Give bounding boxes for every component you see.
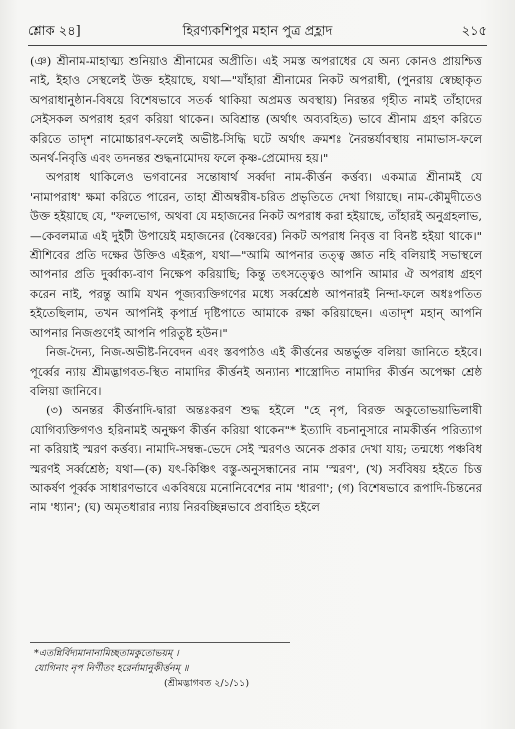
footnote-reference: (শ্রীমদ্ভাগবত ২/১/১১) xyxy=(164,678,250,689)
verse-label: শ্লোক ২৪] xyxy=(28,24,81,39)
page-number: ২১৫ xyxy=(461,24,487,39)
footnote-verse-line-2: যোগিনাং নৃপ নির্ণীতং হরের্নামানুকীর্ত্তনম্ ॥ xyxy=(34,663,189,674)
paragraph-kirtan-includes: নিজ-দৈন্য, নিজ-অভীষ্ট-নিবেদন এবং স্তবপাঠও এই কীর্ত্তনের অন্তর্ভুক্ত বলিয়া জানিতে হইবে। পূর্ব্বের ন্যায় শ্রীমদ্ভাগবত-স্থিত নামাদির কীর্ত্তনই অন্যান্য শাস্ত্রোদিত নামাদির কীর্ত্তন অপেক্ষা শ্রেষ্ঠ বলিয়া জানিবে। xyxy=(30,345,482,398)
header-divider xyxy=(28,45,487,46)
footnote-verse-line-1: *এতন্নির্বিদ্যমানানামিচ্ছতামকুতোভয়ম্ । xyxy=(34,648,179,659)
running-header xyxy=(28,22,487,46)
main-text xyxy=(30,52,482,518)
paragraph-smarana: (৩) অনন্তর কীর্ত্তনাদি-দ্বারা অন্তঃকরণ শুদ্ধ হইলে "হে নৃপ, বিরক্ত অকুতোভয়াভিলাষী যোগিব্যক্তিগণও হরিনামই অনুক্ষণ কীর্ত্তন করিয়া থাকেন"* ইত্যাদি বচনানুসারে নামকীর্ত্তন পরিত্যাগ না করিয়াই স্মরণ কর্ত্তব্য। নামাদি-সম্বন্ধ-ভেদে সেই স্মরণও অনেক প্রকার দেখা যায়; তন্মধ্যে পঞ্চবিধ স্মরণই সর্ব্বশ্রেষ্ঠ; যথা—(ক) যৎ-কিঞ্চিৎ বস্তু-অনুসন্ধানের নাম 'স্মরণ', (খ) সর্ববিষয় হইতে চিত্ত আকর্ষণ পূর্ব্বক সাধারণভাবে একবিষয়ে মনোনিবেশের নাম 'ধারণা'; (গ) বিশেষভাবে রূপাদি-চিন্তনের নাম 'ধ্যান'; (ঘ) অমৃতধারার ন্যায় নিরবচ্ছিন্নভাবে প্রবাহিত হইলে xyxy=(30,403,482,515)
paragraph-kirtan-duty: অপরাধ থাকিলেও ভগবানের সন্তোষার্থ সর্ব্বদা নাম-কীর্ত্তন কর্ত্তব্য। একমাত্র শ্রীনামই যে 'নামাপরাধ' ক্ষমা করিতে পারেন, তাহা শ্রীঅম্বরীষ-চরিত প্রভৃতিতে দেখা গিয়াছে। নাম-কৌমুদীতেও উক্ত হইয়াছে যে, "ফলভোগ, অথবা যে মহাজনের নিকট অপরাধ করা হইয়াছে, তাঁহারই অনুগ্রহলাভ,—কেবলমাত্র এই দুইটী উপায়েই মহাজনের (বৈষ্ণবের) নিকট অপরাধ নিবৃত্ত বা বিনষ্ট হইয়া থাকে।" শ্রীশিবের প্রতি দক্ষের উক্তিও এইরূপ, যথা—"আমি আপনার তত্ত্ব জ্ঞাত নহি বলিয়াই সভাস্থলে আপনার প্রতি দুর্ব্বাক্য-বাণ নিক্ষেপ করিয়াছি; কিন্তু তৎসত্ত্বেও আপনি আমার ঐ অপরাধ গ্রহণ করেন নাই, পরন্তু আমি যখন পূজ্যব্যক্তিগণের মধ্যে সর্ব্বশ্রেষ্ঠ আপনারই নিন্দা-ফলে অধঃপতিত হইতেছিলাম, তখন আপনিই কৃপার্দ্র দৃষ্টিপাতে আমাকে রক্ষা করিয়াছেন। এতাদৃশ মহান্ আপনি আপনার নিজগুণেই আপনি পরিতুষ্ট হউন।" xyxy=(30,170,483,340)
footnote xyxy=(34,646,474,691)
paragraph-offense-j: (ঞ) শ্রীনাম-মাহাত্ম্য শুনিয়াও শ্রীনামের অপ্রীতি। এই সমস্ত অপরাধের যে অন্য কোনও প্রায়শ্চিত্ত নাই, ইহাও সেস্থলেই উক্ত হইয়াছে, যথা—"যাঁহারা শ্রীনামের নিকট অপরাধী, (পুনরায় স্বেচ্ছাকৃত অপরাধানুষ্ঠান-বিষয়ে বিশেষভাবে সতর্ক থাকিয়া অপ্রমত্ত অবস্থায়) নিরন্তর গৃহীত নামই তাঁহাদের সেইসকল অপরাধ হরণ করিয়া থাকেন। অবিশ্রান্ত (অর্থাৎ অব্যবহিত) ভাবে শ্রীনাম গ্রহণ করিতে করিতে তাদৃশ নামোচ্চারণ-ফলেই অভীষ্ট-সিদ্ধি ঘটে অর্থাৎ ক্রমশঃ নৈরন্তর্যাবস্থায় নামাভাস-ফলে অনর্থ-নিবৃত্তি এবং তদনন্তর শুদ্ধনামোদয় ফলে কৃষ্ণ-প্রেমোদয় হয়।" xyxy=(30,54,482,166)
chapter-title: হিরণ্যকশিপুর মহান পুত্র প্রহ্লাদ xyxy=(182,24,333,39)
footnote-divider xyxy=(30,642,290,643)
